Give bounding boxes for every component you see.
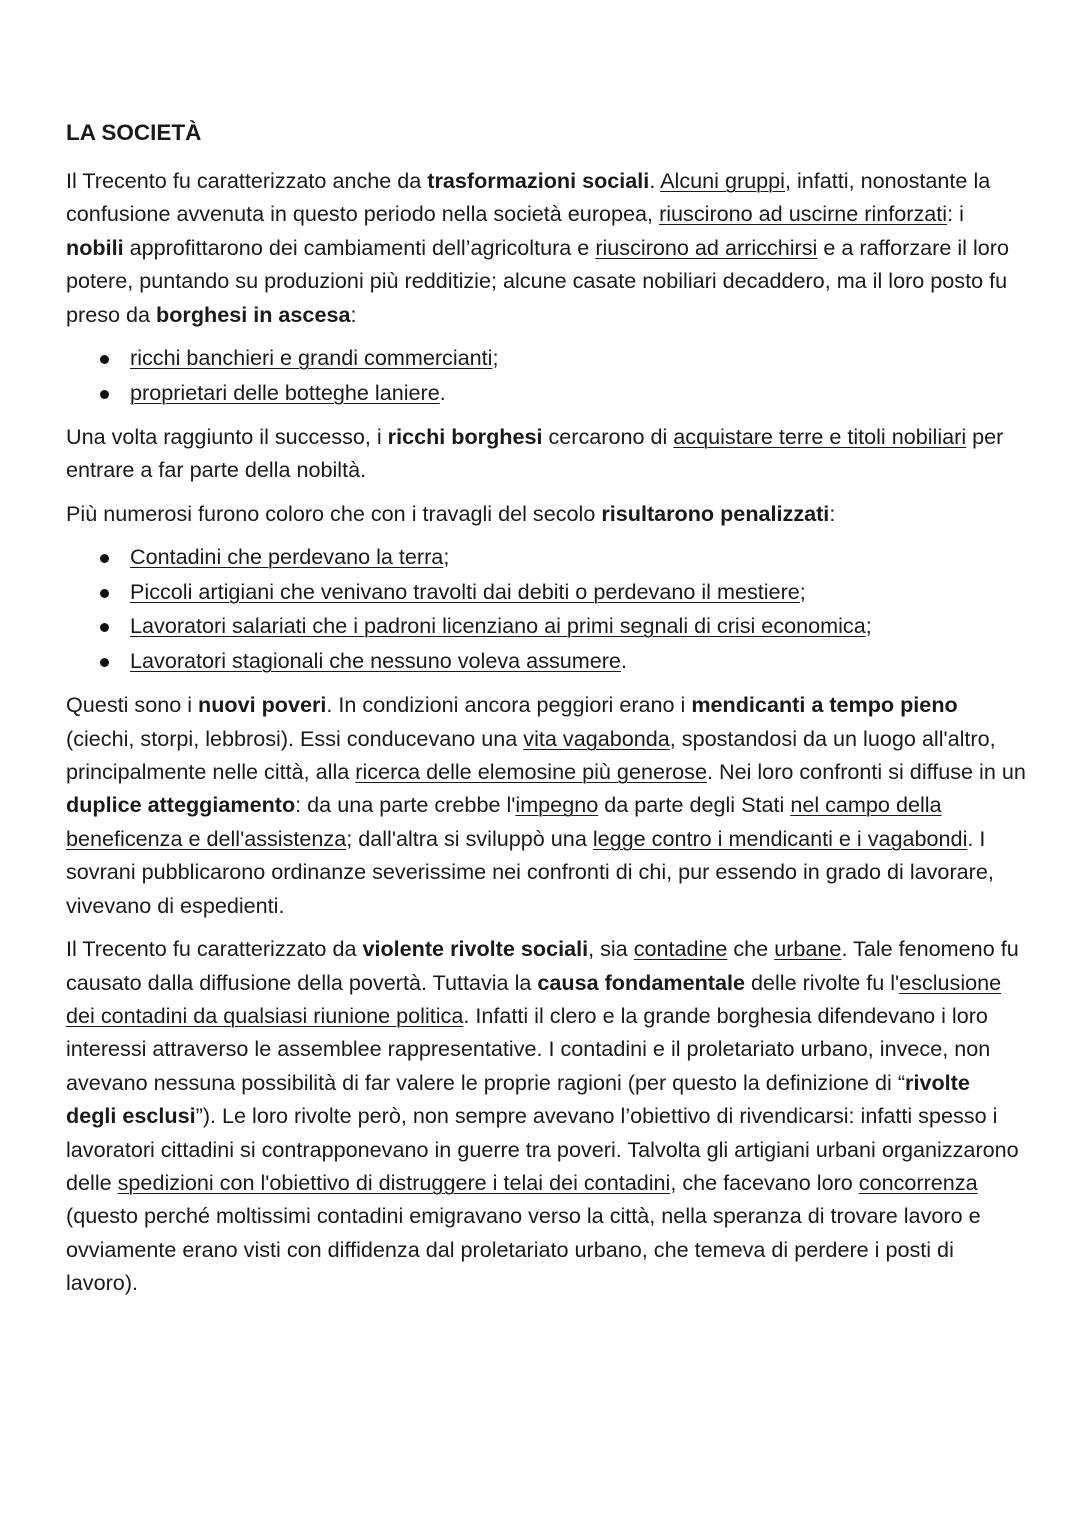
underlined-text: Contadini che perdevano la terra — [130, 544, 444, 570]
text: e a rafforzare il loro potere, puntando su produzioni più redditizie; alcune casate nobiliari decaddero, ma il loro posto fu preso da — [66, 234, 1009, 327]
underlined-text: Lavoratori stagionali che nessuno voleva assumere — [130, 647, 621, 673]
text: . Tale fenomeno fu causato dalla diffusione della povertà. Tuttavia la — [66, 936, 1019, 995]
underlined-text: acquistare terre e titoli nobiliari — [673, 424, 967, 450]
list-item — [130, 644, 1026, 679]
underlined-text: impegno — [515, 792, 599, 818]
underlined-text: contadine — [633, 936, 728, 962]
list-rising-bourgeois — [66, 341, 1026, 410]
text: : — [350, 301, 357, 327]
list-item — [130, 575, 1026, 610]
paragraph-rich-bourgeois — [66, 420, 1026, 487]
text: . — [620, 647, 627, 673]
text: che — [727, 936, 775, 962]
text: ; — [799, 578, 806, 604]
underlined-text: Alcuni gruppi — [660, 168, 785, 193]
text: Questi sono i — [66, 692, 199, 718]
list-item — [130, 376, 1026, 411]
text: Il Trecento fu caratterizzato anche da — [66, 168, 428, 193]
list-item — [130, 341, 1026, 376]
text: ”). Le loro rivolte però, non sempre avevano l’obiettivo di rivendicarsi: infatti spesso i lavoratori cittadini si contrapponevano in guerre tra poveri. Talvolta gli artigiani urbani organizzarono delle — [66, 1103, 1019, 1195]
bold-text: risultarono penalizzati — [601, 500, 830, 526]
text: . Infatti il clero e la grande borghesia difendevano i loro interessi attraverso le assemblee rappresentative. I contadini e il proletariato urbano, invece, non avevano nessuna possibilità di far valere le proprie ragioni (per questo la definizione di “ — [66, 1002, 991, 1095]
document-page — [66, 116, 1026, 1310]
section-title: LA SOCIETÀ — [66, 120, 202, 145]
text: , sia — [588, 936, 634, 962]
paragraph-new-poor — [66, 688, 1026, 922]
paragraph-penalized — [66, 497, 1026, 530]
text: . Nei loro confronti si diffuse in un — [706, 759, 1026, 785]
bold-text: ricchi borghesi — [387, 424, 543, 450]
bold-text: causa fondamentale — [537, 969, 745, 995]
underlined-text: legge contro i mendicanti e i vagabondi — [592, 825, 968, 851]
bold-text: borghesi in ascesa — [156, 301, 351, 327]
underlined-text: vita vagabonda — [523, 725, 670, 751]
underlined-text: spedizioni con l'obiettivo di distruggere i telai dei contadini — [117, 1169, 671, 1195]
text: : da una parte crebbe l' — [295, 792, 516, 818]
paragraph-social-revolts — [66, 932, 1026, 1299]
underlined-text: Piccoli artigiani che venivano travolti dai debiti o perdevano il mestiere — [130, 578, 800, 604]
underlined-text: ricchi banchieri e grandi commercianti — [130, 345, 493, 371]
underlined-text: riuscirono ad uscirne rinforzati — [659, 201, 948, 227]
list-item — [130, 540, 1026, 575]
bold-text: nuovi poveri — [198, 692, 327, 718]
list-penalized-groups — [66, 540, 1026, 678]
text: ; — [443, 544, 450, 570]
text: ; — [865, 613, 872, 639]
text: Più numerosi furono coloro che con i travagli del secolo — [66, 500, 602, 526]
text: ; dall'altra si sviluppò una — [346, 825, 593, 851]
bold-text: violente rivolte sociali — [362, 936, 589, 962]
text: . — [439, 379, 446, 405]
bold-text: rivolte degli esclusi — [66, 1069, 970, 1129]
text: . In condizioni ancora peggiori erano i — [326, 692, 692, 718]
text: , infatti, nonostante la confusione avvenuta in questo periodo nella società europea, — [66, 168, 991, 227]
text: Il Trecento fu caratterizzato da — [66, 936, 363, 962]
bold-text: mendicanti a tempo pieno — [691, 692, 958, 718]
text: Una volta raggiunto il successo, i — [66, 424, 388, 450]
text: (questo perché moltissimi contadini emigravano verso la città, nella speranza di trovare lavoro e ovviamente erano visti con diffidenza dal proletariato urbano, che temeva di perdere i posti di lavoro). — [66, 1203, 981, 1296]
underlined-text: proprietari delle botteghe laniere — [130, 379, 440, 405]
underlined-text: Lavoratori salariati che i padroni licenziano ai primi segnali di crisi economica — [130, 613, 866, 639]
text: : — [829, 500, 836, 526]
text: ; — [492, 345, 499, 371]
underlined-text: urbane — [774, 936, 842, 962]
text: , che facevano loro — [670, 1169, 859, 1195]
text: . — [649, 168, 661, 193]
paragraph-social-transformations — [66, 164, 1026, 331]
underlined-text: esclusione dei contadini da qualsiasi riunione politica — [66, 969, 1002, 1028]
text: delle rivolte fu l' — [744, 969, 900, 995]
list-item — [130, 609, 1026, 644]
text: . I sovrani pubblicarono ordinanze severissime nei confronti di chi, pur essendo in grado di lavorare, vivevano di espedienti. — [66, 825, 994, 918]
underlined-text: concorrenza — [858, 1169, 978, 1195]
text: per entrare a far parte della nobiltà. — [66, 424, 1004, 483]
underlined-text: nel campo della beneficenza e dell'assistenza — [66, 792, 942, 851]
underlined-text: riuscirono ad arricchirsi — [595, 234, 818, 260]
text: da parte degli Stati — [598, 792, 791, 818]
bold-text: nobili — [66, 234, 124, 260]
bold-text: trasformazioni sociali — [427, 168, 650, 193]
text: (ciechi, storpi, lebbrosi). Essi conducevano una — [66, 725, 524, 751]
text: approfittarono dei cambiamenti dell’agricoltura e — [123, 234, 596, 260]
underlined-text: ricerca delle elemosine più generose — [355, 759, 707, 785]
bold-text: duplice atteggiamento — [66, 792, 296, 818]
text: : i — [947, 201, 964, 227]
text: cercarono di — [542, 424, 674, 450]
text: , spostandosi da un luogo all'altro, principalmente nelle città, alla — [66, 725, 996, 785]
